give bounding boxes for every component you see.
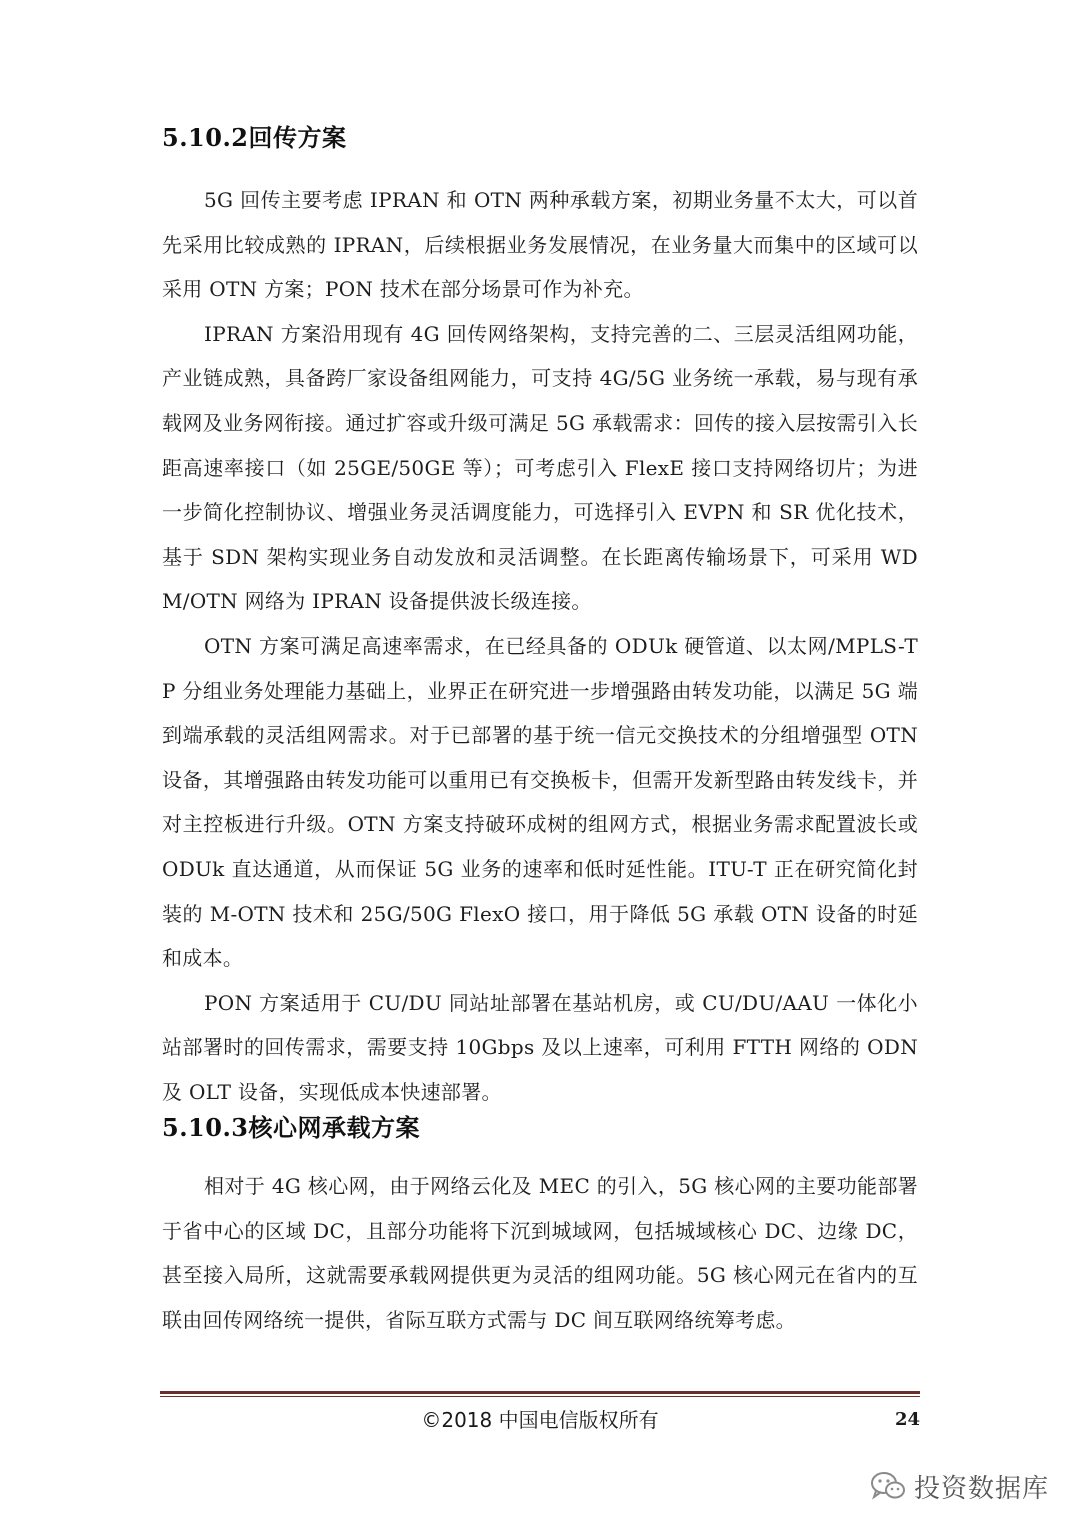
paragraph: 5G 回传主要考虑 IPRAN 和 OTN 两种承载方案，初期业务量不太大，可以首先采用比较成熟的 IPRAN，后续根据业务发展情况，在业务量大而集中的区域可以采用 OTN 方案；PON 技术在部分场景可作为补充。 xyxy=(162,188,918,302)
section-heading: 5.10.3核心网承载方案 xyxy=(162,1113,421,1142)
watermark xyxy=(870,1466,1049,1506)
footer-divider xyxy=(160,1391,920,1394)
section-body xyxy=(162,1164,918,1342)
wechat-icon xyxy=(870,1471,906,1501)
page-number: 24 xyxy=(894,1409,920,1430)
paragraph: IPRAN 方案沿用现有 4G 回传网络架构，支持完善的二、三层灵活组网功能，产业链成熟，具备跨厂家设备组网能力，可支持 4G/5G 业务统一承载，易与现有承载网及业务网衔接。通过扩容或升级可满足 5G 承载需求：回传的接入层按需引入长距高速率接口（如 25GE/50GE 等）；可考虑引入 FlexE 接口支持网络切片；为进一步简化控制协议、增强业务灵活调度能力，可选择引入 EVPN 和 SR 优化技术，基于 SDN 架构实现业务自动发放和灵活调整。在长距离传输场景下，可采用 WDM/OTN 网络为 IPRAN 设备提供波长级连接。 xyxy=(162,321,918,614)
section-body xyxy=(162,178,918,1114)
footer-divider-thin xyxy=(160,1396,920,1397)
section-backhaul xyxy=(162,118,918,1114)
paragraph: OTN 方案可满足高速率需求，在已经具备的 ODUk 硬管道、以太网/MPLS-TP 分组业务处理能力基础上，业界正在研究进一步增强路由转发功能，以满足 5G 端到端承载的灵活组网需求。对于已部署的基于统一信元交换技术的分组增强型 OTN 设备，其增强路由转发功能可以重用已有交换板卡，但需开发新型路由转发线卡，并对主控板进行升级。OTN 方案支持破环成树的组网方式，根据业务需求配置波长或 ODUk 直达通道，从而保证 5G 业务的速率和低时延性能。ITU-T 正在研究简化封装的 M-OTN 技术和 25G/50G FlexO 接口，用于降低 5G 承载 OTN 设备的时延和成本。 xyxy=(162,633,918,971)
watermark-text: 投资数据库 xyxy=(914,1473,1050,1504)
section-heading: 5.10.2回传方案 xyxy=(162,123,347,152)
paragraph: PON 方案适用于 CU/DU 同站址部署在基站机房，或 CU/DU/AAU 一体化小站部署时的回传需求，需要支持 10Gbps 及以上速率，可利用 FTTH 网络的 ODN 及 OLT 设备，实现低成本快速部署。 xyxy=(162,990,918,1104)
paragraph: 相对于 4G 核心网，由于网络云化及 MEC 的引入，5G 核心网的主要功能部署于省中心的区域 DC，且部分功能将下沉到城域网，包括城域核心 DC、边缘 DC，甚至接入局所，这就需要承载网提供更为灵活的组网功能。5G 核心网元在省内的互联由回传网络统一提供，省际互联方式需与 DC 间互联网络统筹考虑。 xyxy=(162,1174,918,1332)
footer-copyright: ©2018 中国电信版权所有 xyxy=(421,1408,659,1432)
section-core-network xyxy=(162,1108,918,1342)
